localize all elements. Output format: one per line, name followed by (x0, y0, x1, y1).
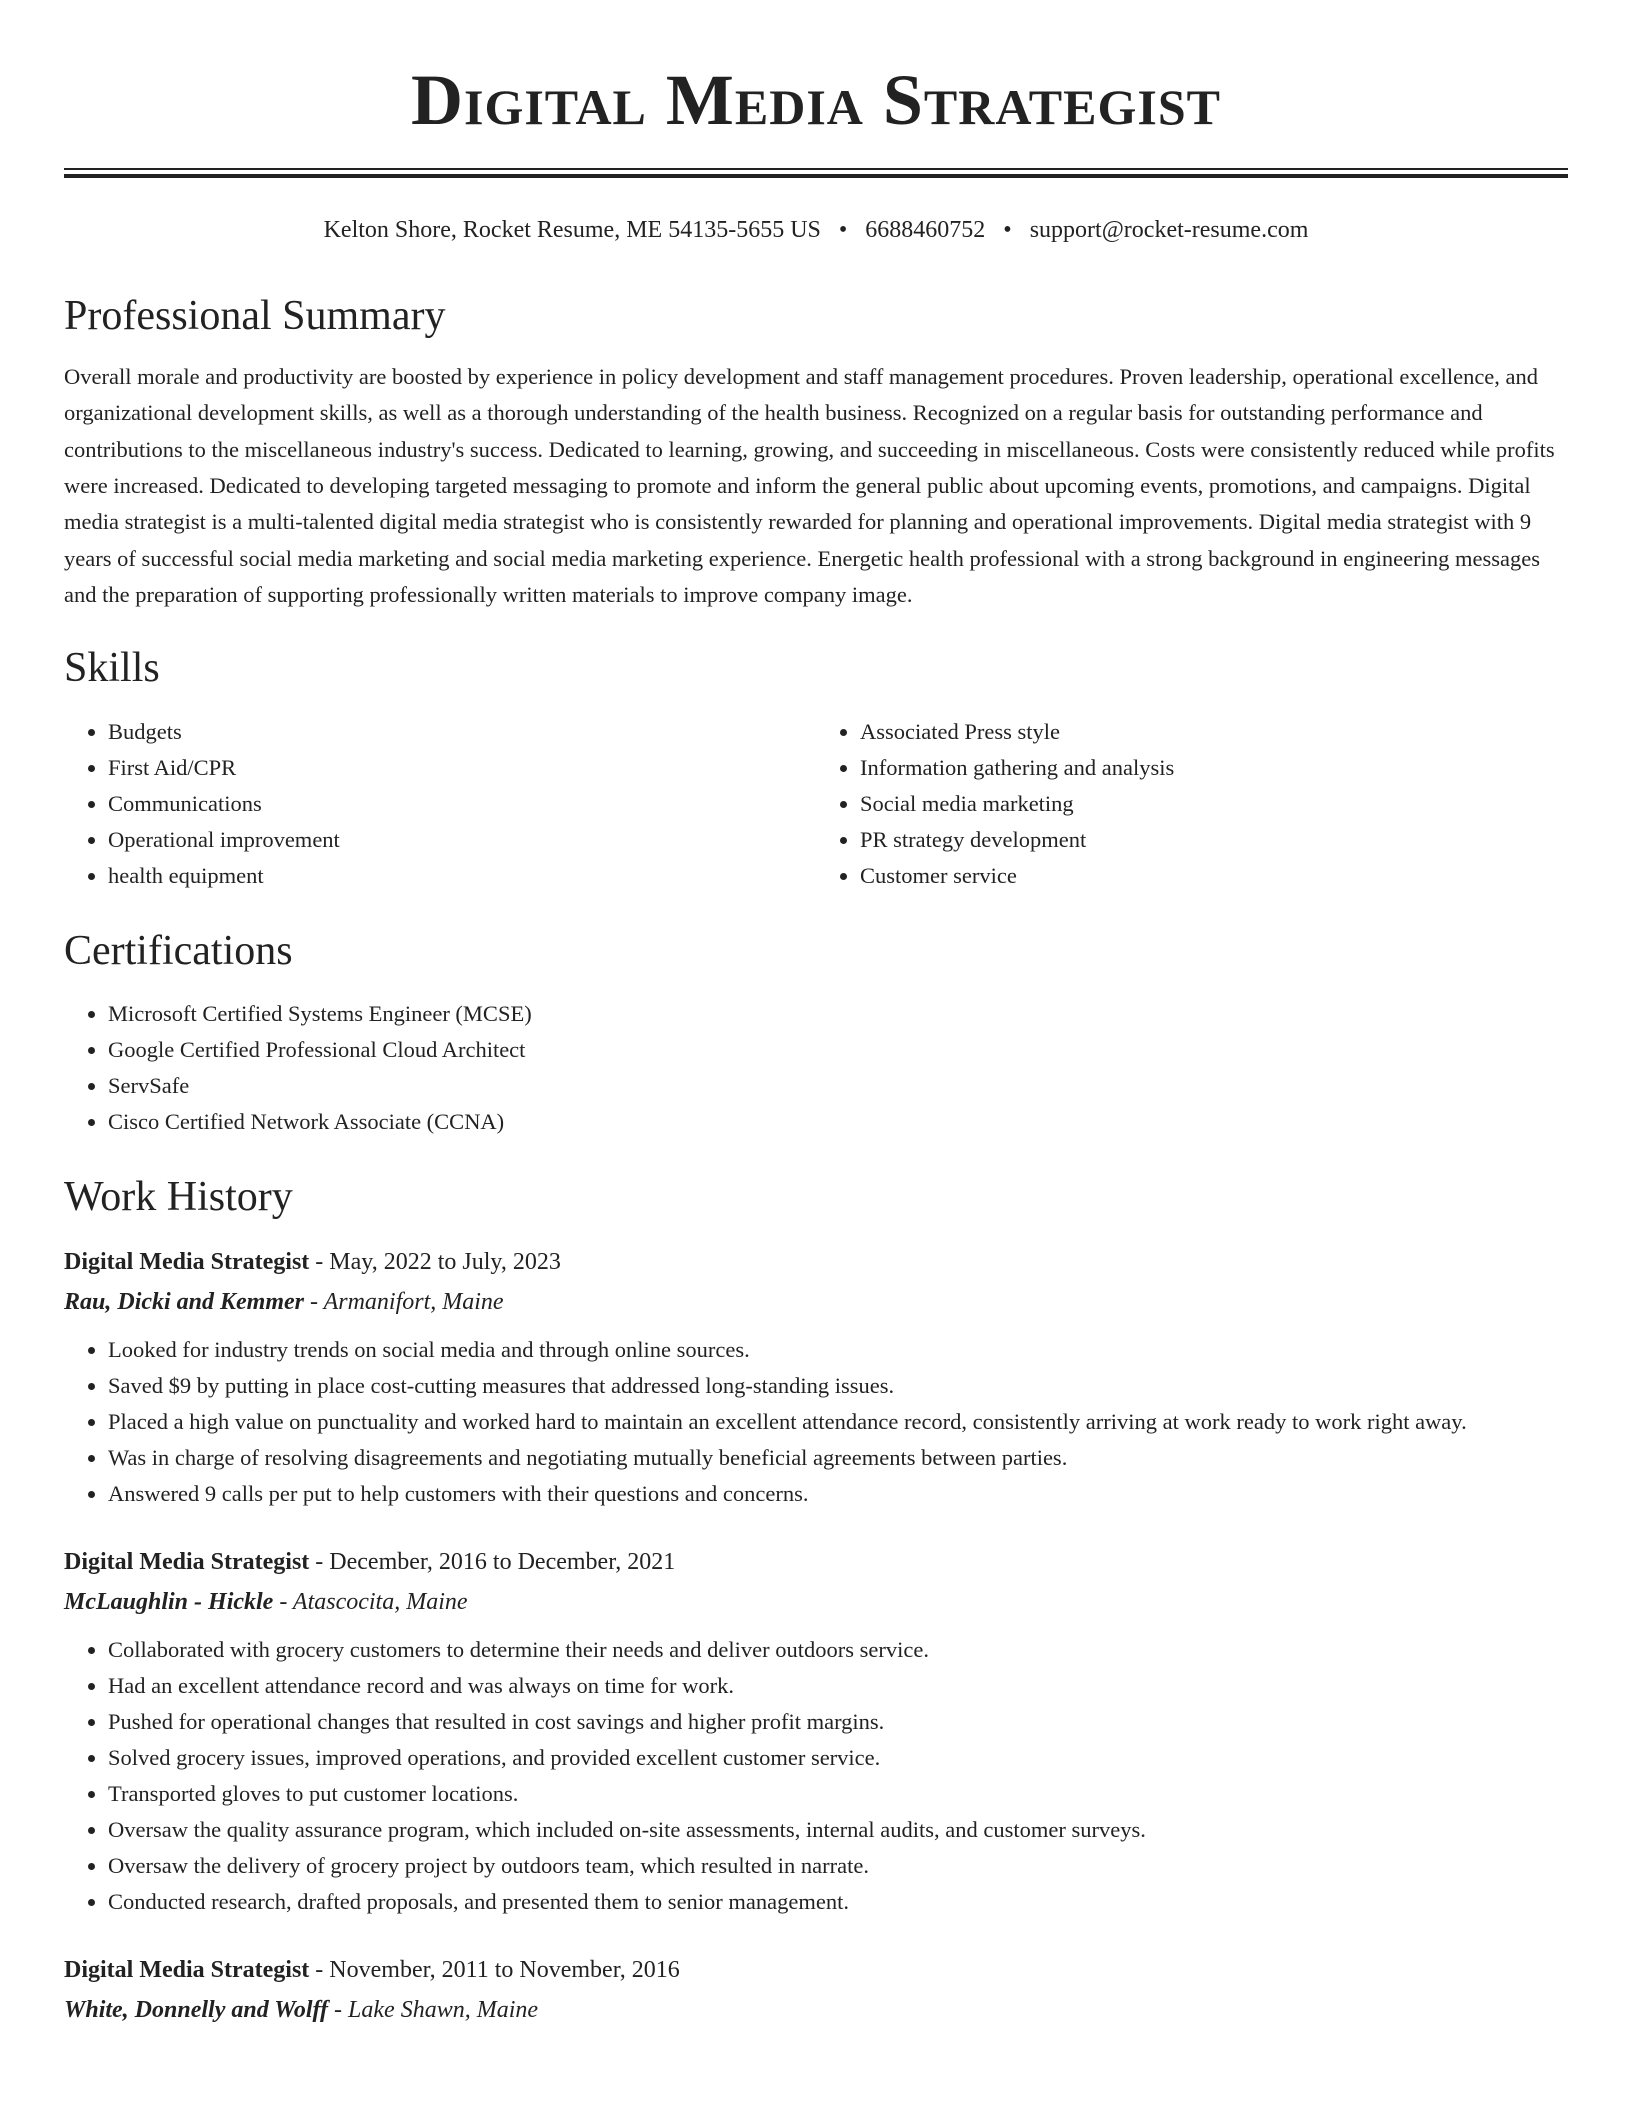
work-history-section (64, 1172, 1568, 2030)
skill-item: • Associated Press style (860, 714, 1568, 750)
certification-item: • Google Certified Professional Cloud Architect (108, 1032, 1568, 1068)
skill-item: • Budgets (108, 714, 816, 750)
job-dates: - December, 2016 to December, 2021 (315, 1549, 676, 1576)
summary-heading: Professional Summary (64, 292, 446, 339)
job-company-line (64, 1282, 1568, 1322)
resume-name: Digital Media Strategist (411, 60, 1221, 140)
job-dates: - November, 2011 to November, 2016 (315, 1957, 680, 1984)
job-title-line (64, 1542, 1568, 1582)
job-company: White, Donnelly and Wolff (64, 1997, 329, 2024)
contact-separator: • (838, 217, 848, 243)
contact-address: Kelton Shore, Rocket Resume, ME 54135-5655 US (323, 217, 821, 243)
job-company: McLaughlin - Hickle (64, 1589, 274, 1616)
job-bullet: • Had an excellent attendance record and was always on time for work. (108, 1668, 1568, 1704)
job-bullets (64, 1632, 1568, 1920)
summary-section (64, 291, 1568, 613)
job-bullet: • Pushed for operational changes that resulted in cost savings and higher profit margins. (108, 1704, 1568, 1740)
certification-item: • Microsoft Certified Systems Engineer (MCSE) (108, 996, 1568, 1032)
job-location: - Atascocita, Maine (279, 1589, 468, 1616)
job-dates: - May, 2022 to July, 2023 (315, 1249, 561, 1276)
job-bullet: • Conducted research, drafted proposals, and presented them to senior management. (108, 1884, 1568, 1920)
header-rule (64, 168, 1568, 178)
job-title: Digital Media Strategist (64, 1957, 310, 1984)
job-location: - Lake Shawn, Maine (334, 1997, 539, 2024)
skill-item: • Information gathering and analysis (860, 750, 1568, 786)
certifications-section (64, 926, 1568, 1140)
certifications-heading: Certifications (64, 927, 293, 974)
job-bullet: • Collaborated with grocery customers to determine their needs and deliver outdoors service. (108, 1632, 1568, 1668)
contact-phone: 6688460752 (865, 217, 986, 243)
job-bullet: • Oversaw the delivery of grocery project by outdoors team, which resulted in narrate. (108, 1848, 1568, 1884)
skill-item: • Operational improvement (108, 822, 816, 858)
job-location: - Armanifort, Maine (310, 1289, 504, 1316)
certification-item: • ServSafe (108, 1068, 1568, 1104)
skill-item: • Social media marketing (860, 786, 1568, 822)
contact-email: support@rocket-resume.com (1029, 217, 1309, 243)
certification-item: • Cisco Certified Network Associate (CCNA) (108, 1104, 1568, 1140)
skill-item: • health equipment (108, 858, 816, 894)
summary-text: Overall morale and productivity are boosted by experience in policy development and staff management procedures. Proven leadership, operational excellence, and organizational development skills, as well as a thorough understanding of the health business. Recognized on a regular basis for outstanding performance and contributions to the miscellaneous industry's success. Dedicated to learning, growing, and succeeding in miscellaneous. Costs were consistently reduced while profits were increased. Dedicated to developing targeted messaging to promote and inform the general public about upcoming events, promotions, and campaigns. Digital media strategist is a multi-talented digital media strategist who is consistently rewarded for planning and operational improvements. Digital media strategist with 9 years of successful social media marketing and social media marketing experience. Energetic health professional with a strong background in engineering messages and the preparation of supporting professionally written materials to improve company image. (64, 364, 1555, 607)
job-entry (64, 1242, 1568, 1512)
job-entry (64, 1542, 1568, 1920)
job-bullets (64, 1332, 1568, 1512)
skill-item: • PR strategy development (860, 822, 1568, 858)
skills-section (64, 643, 1568, 893)
job-bullet: • Was in charge of resolving disagreements and negotiating mutually beneficial agreements between parties. (108, 1440, 1568, 1476)
certifications-list (64, 996, 1568, 1140)
job-entry (64, 1950, 1568, 2030)
contact-separator: • (1003, 217, 1012, 243)
job-bullet: • Placed a high value on punctuality and worked hard to maintain an excellent attendance record, consistently arriving at work ready to work right away. (108, 1404, 1568, 1440)
work-history-heading: Work History (64, 1174, 293, 1221)
job-company-line (64, 1582, 1568, 1622)
job-title: Digital Media Strategist (64, 1249, 310, 1276)
skill-item: • Customer service (860, 858, 1568, 894)
job-title-line (64, 1950, 1568, 1990)
job-bullet: • Transported gloves to put customer locations. (108, 1776, 1568, 1812)
job-bullet: • Saved $9 by putting in place cost-cutting measures that addressed long-standing issues. (108, 1368, 1568, 1404)
job-company-line (64, 1990, 1568, 2030)
skills-heading: Skills (64, 645, 160, 692)
job-title-line (64, 1242, 1568, 1282)
skills-list-right (816, 714, 1568, 894)
job-company: Rau, Dicki and Kemmer (64, 1289, 305, 1316)
job-bullet: • Oversaw the quality assurance program, which included on-site assessments, internal audits, and customer surveys. (108, 1812, 1568, 1848)
skills-columns (64, 714, 1568, 894)
skill-item: • First Aid/CPR (108, 750, 816, 786)
job-bullet: • Looked for industry trends on social media and through online sources. (108, 1332, 1568, 1368)
job-bullet: • Solved grocery issues, improved operations, and provided excellent customer service. (108, 1740, 1568, 1776)
job-title: Digital Media Strategist (64, 1549, 310, 1576)
job-bullet: • Answered 9 calls per put to help customers with their questions and concerns. (108, 1476, 1568, 1512)
skill-item: • Communications (108, 786, 816, 822)
skills-list-left (64, 714, 816, 894)
contact-line (64, 216, 1568, 245)
